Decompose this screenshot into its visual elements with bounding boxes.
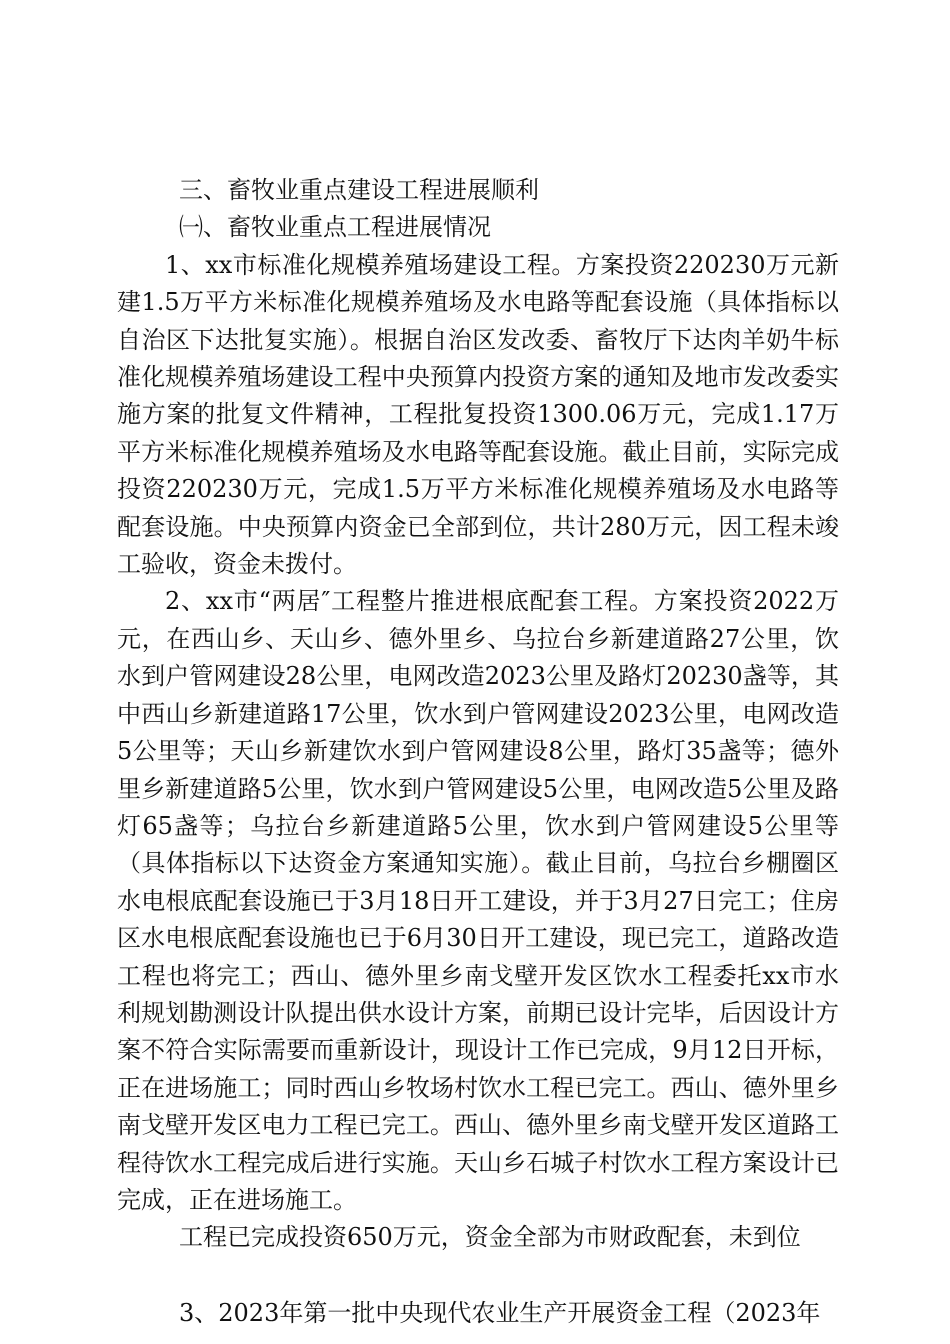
paragraph-investment-note: 工程已完成投资650万元，资金全部为市财政配套，未到位 (179, 1223, 801, 1252)
subsection-heading: ㈠、畜牧业重点工程进展情况 (179, 213, 491, 242)
document-body (117, 172, 839, 1332)
paragraph-project-3: 3、2023年第一批中央现代农业生产开展资金工程（2023年 (179, 1298, 821, 1327)
section-heading: 三、畜牧业重点建设工程进展顺利 (179, 176, 539, 204)
paragraph-gap (117, 1257, 839, 1295)
paragraph-project-2: 2、xx市“两居″工程整片推进根底配套工程。方案投资2022万元，在西山乡、天山乡、德外里乡、乌拉台乡新建道路27公里，饮水到户管网建设28公里，电网改造2023公里及路灯20230盏等，其中西山乡新建道路17公里，饮水到户管网建设2023公里，电网改造5公里等；天山乡新建饮水到户管网建设8公里，路灯35盏等；德外里乡新建道路5公里，饮水到户管网建设5公里，电网改造5公里及路灯65盏等；乌拉台乡新建道路5公里，饮水到户管网建设5公里等（具体指标以下达资金方案通知实施）。截止目前，乌拉台乡棚圈区水电根底配套设施已于3月18日开工建设，并于3月27日完工；住房区水电根底配套设施也已于6月30日开工建设，现已完工，道路改造工程也将完工；西山、德外里乡南戈壁开发区饮水工程委托xx市水利规划勘测设计队提出供水设计方案，前期已设计完毕，后因设计方案不符合实际需要而重新设计，现设计工作已完成，9月12日开标，正在进场施工；同时西山乡牧场村饮水工程已完工。西山、德外里乡南戈壁开发区电力工程已完工。西山、德外里乡南戈壁开发区道路工程待饮水工程完成后进行实施。天山乡石城子村饮水工程方案设计已完成，正在进场施工。 (117, 587, 839, 1214)
paragraph-project-1: 1、xx市标准化规模养殖场建设工程。方案投资220230万元新建1.5万平方米标准化规模养殖场及水电路等配套设施（具体指标以自治区下达批复实施）。根据自治区发改委、畜牧厅下达肉羊奶牛标准化规模养殖场建设工程中央预算内投资方案的通知及地市发改委实施方案的批复文件精神，工程批复投资1300.06万元，完成1.17万平方米标准化规模养殖场及水电路等配套设施。截止目前，实际完成投资220230万元，完成1.5万平方米标准化规模养殖场及水电路等配套设施。中央预算内资金已全部到位，共计280万元，因工程未竣工验收，资金未拨付。 (117, 250, 839, 579)
